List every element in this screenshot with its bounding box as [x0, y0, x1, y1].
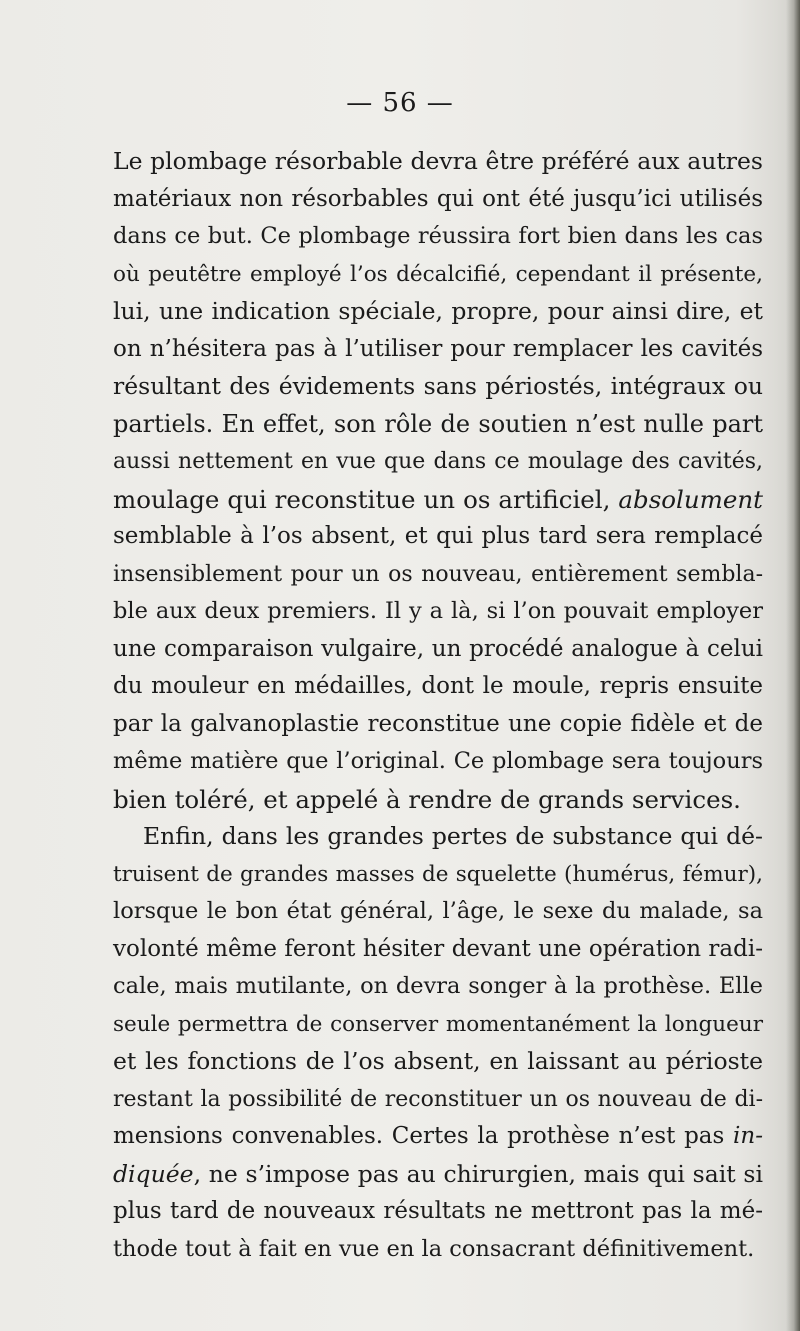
text-line: matériaux non résorbables qui ont été jusqu’ici utilisés — [113, 185, 763, 212]
text-line: truisent de grandes masses de squelette (humérus, fémur), — [113, 861, 763, 887]
paragraph-2 — [113, 818, 763, 1268]
text-line: cale, mais mutilante, on devra songer à la prothèse. Elle — [113, 973, 763, 999]
text-line: par la galvanoplastie reconstitue une copie fidèle et de — [113, 710, 763, 737]
text-line: Le plombage résorbable devra être préféré aux autres — [113, 147, 763, 175]
text-line: où peutêtre employé l’os décalcifié, cependant il présente, — [113, 261, 763, 287]
text-line: lui, une indication spéciale, propre, pour ainsi dire, et — [113, 297, 763, 325]
page-number: — 56 — — [346, 88, 454, 118]
italic-emphasis: absolument — [618, 484, 763, 514]
text-line: diquée, ne s’impose pas au chirurgien, mais qui sait si — [113, 1159, 763, 1188]
text-line: lorsque le bon état général, l’âge, le sexe du malade, sa — [113, 898, 763, 924]
text-line: bien toléré, et appelé à rendre de grands services. — [113, 784, 741, 814]
text-line: mensions convenables. Certes la prothèse n’est pas in- — [113, 1123, 763, 1149]
text-line: aussi nettement en vue que dans ce moulage des cavités, — [113, 449, 763, 474]
text-line: seule permettra de conserver momentanément la longueur — [113, 1011, 763, 1037]
body-text — [113, 143, 763, 1268]
text-line: restant la possibilité de reconstituer un os nouveau de di- — [113, 1086, 763, 1112]
text-line: du mouleur en médailles, dont le moule, repris ensuite — [113, 673, 763, 699]
page-edge-shadow — [786, 0, 800, 1331]
text-line: insensiblement pour un os nouveau, entièrement sembla- — [113, 561, 763, 587]
paragraph-1 — [113, 143, 763, 818]
text-line: semblable à l’os absent, et qui plus tard sera remplacé — [113, 523, 763, 549]
text-line: on n’hésitera pas à l’utiliser pour remplacer les cavités — [113, 335, 763, 362]
text-line: partiels. En effet, son rôle de soutien n’est nulle part — [113, 409, 763, 438]
text-line: une comparaison vulgaire, un procédé analogue à celui — [113, 635, 763, 662]
text-line: volonté même feront hésiter devant une opération radi- — [113, 935, 763, 962]
text-line: et les fonctions de l’os absent, en laissant au périoste — [113, 1047, 763, 1075]
text-line: résultant des évidements sans périostés, intégraux ou — [113, 372, 763, 400]
text-line: ble aux deux premiers. Il y a là, si l’on pouvait employer — [113, 598, 763, 624]
italic-emphasis: diquée — [113, 1159, 194, 1188]
text-line: même matière que l’original. Ce plombage sera toujours — [113, 748, 763, 774]
text-line: thode tout à fait en vue en la consacrant définitivement. — [113, 1235, 755, 1262]
text-line: dans ce but. Ce plombage réussira fort bien dans les cas — [113, 223, 763, 249]
text-line: Enfin, dans les grandes pertes de substance qui dé- — [143, 822, 763, 850]
text-line: plus tard de nouveaux résultats ne mettront pas la mé- — [113, 1198, 763, 1224]
text-line: moulage qui reconstitue un os artificiel, absolument — [113, 484, 763, 514]
italic-emphasis: in- — [733, 1123, 763, 1149]
